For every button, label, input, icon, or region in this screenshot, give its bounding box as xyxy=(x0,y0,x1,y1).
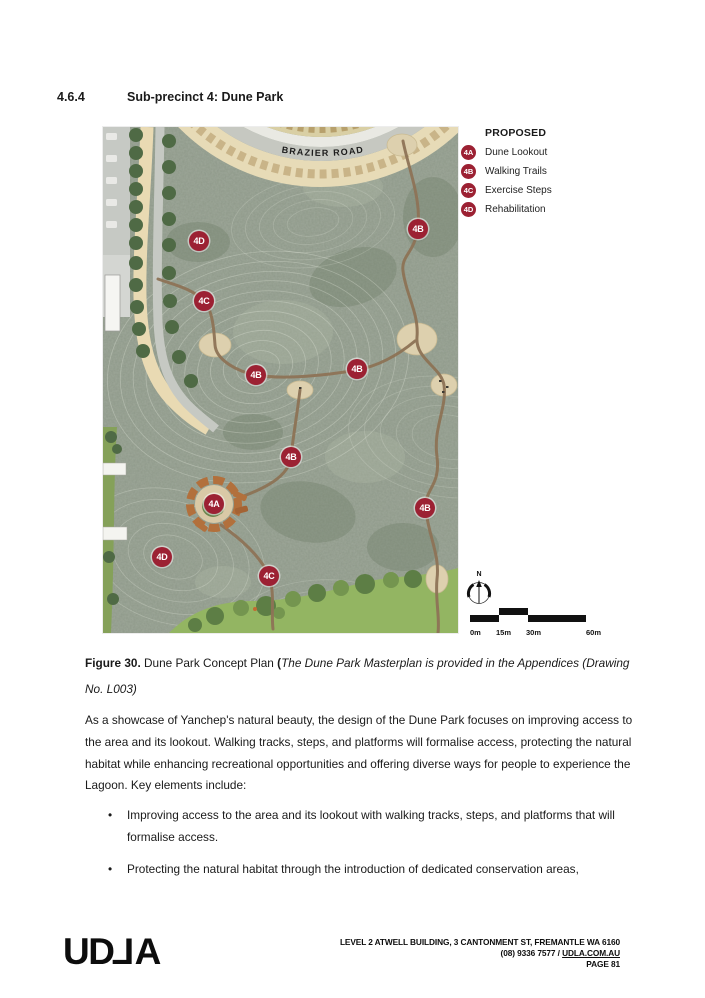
bullet-icon: • xyxy=(108,808,113,823)
road-label-text: BRAZIER ROAD xyxy=(281,144,365,159)
map-marker-4b-1: 4B xyxy=(408,219,428,239)
map-marker-4c-2: 4C xyxy=(259,566,279,586)
legend-item-rehabilitation: 4D Rehabilitation xyxy=(461,202,621,217)
concept-plan-map xyxy=(103,127,458,633)
key-elements-list xyxy=(85,805,633,880)
caption-italic-note: The Dune Park Masterplan is provided in the Appendices (Drawing No. L003) xyxy=(85,656,630,696)
body-paragraph: As a showcase of Yanchep's natural beauty, the design of the Dune Park focuses on improving access to the area and its lookout. Walking tracks, steps, and platforms will formalise access, protecting the natural habitat while enhancing recreational opportunities and offering diverse ways for people to experience the Lagoon. Key elements include: xyxy=(85,713,633,793)
section-title: Sub-precinct 4: Dune Park xyxy=(127,90,284,104)
map-legend xyxy=(461,127,621,221)
footer-website-link[interactable]: UDLA.COM.AU xyxy=(562,948,620,958)
footer-phone-line: (08) 9336 7577 / UDLA.COM.AU xyxy=(500,948,620,958)
legend-badge-4d: 4D xyxy=(461,202,476,217)
legend-item-walking-trails: 4B Walking Trails xyxy=(461,164,621,179)
scale-label-30m: 30m xyxy=(526,628,542,637)
north-arrow-icon xyxy=(468,580,489,604)
map-marker-4a-1: 4A xyxy=(204,494,224,514)
footer-page-number: PAGE 81 xyxy=(586,959,620,969)
map-marker-4b-2: 4B xyxy=(246,365,266,385)
footer-address: LEVEL 2 ATWELL BUILDING, 3 CANTONMENT ST, FREMANTLE WA 6160 xyxy=(339,937,620,947)
footer-phone: (08) 9336 7577 xyxy=(500,948,556,958)
scale-label-0m: 0m xyxy=(470,628,481,637)
legend-badge-4a: 4A xyxy=(461,145,476,160)
list-item: • Protecting the natural habitat through the introduction of dedicated conservation areas, xyxy=(85,859,633,881)
legend-badge-4b: 4B xyxy=(461,164,476,179)
figure-number: Figure 30. xyxy=(85,656,141,670)
section-heading xyxy=(57,90,283,104)
scale-label-60m: 60m xyxy=(586,628,602,637)
legend-item-exercise-steps: 4C Exercise Steps xyxy=(461,183,621,198)
north-label: N xyxy=(476,571,482,578)
legend-badge-4c: 4C xyxy=(461,183,476,198)
map-marker-4c-1: 4C xyxy=(194,291,214,311)
legend-title: PROPOSED xyxy=(485,127,547,139)
body-text xyxy=(85,710,633,891)
udla-logo: UDLA xyxy=(63,931,160,972)
scalebar xyxy=(470,608,601,637)
map-marker-4b-3: 4B xyxy=(347,359,367,379)
scale-label-15m: 15m xyxy=(496,628,512,637)
north-arrow-and-scalebar xyxy=(466,566,606,638)
map-marker-4b-5: 4B xyxy=(415,498,435,518)
map-marker-4d-2: 4D xyxy=(152,547,172,567)
bullet-icon: • xyxy=(108,861,113,876)
figure-caption: Figure 30. Dune Park Concept Plan (The Dune Park Masterplan is provided in the Appendices (Drawing No. L003) xyxy=(85,656,630,696)
list-item: • Improving access to the area and its lookout with walking tracks, steps, and platforms that will formalise access. xyxy=(85,805,633,849)
section-number: 4.6.4 xyxy=(57,90,85,104)
legend-item-dune-lookout: 4A Dune Lookout xyxy=(461,145,621,160)
map-marker-4d-1: 4D xyxy=(189,231,209,251)
footer-contact xyxy=(340,937,620,970)
map-marker-4b-4: 4B xyxy=(281,447,301,467)
